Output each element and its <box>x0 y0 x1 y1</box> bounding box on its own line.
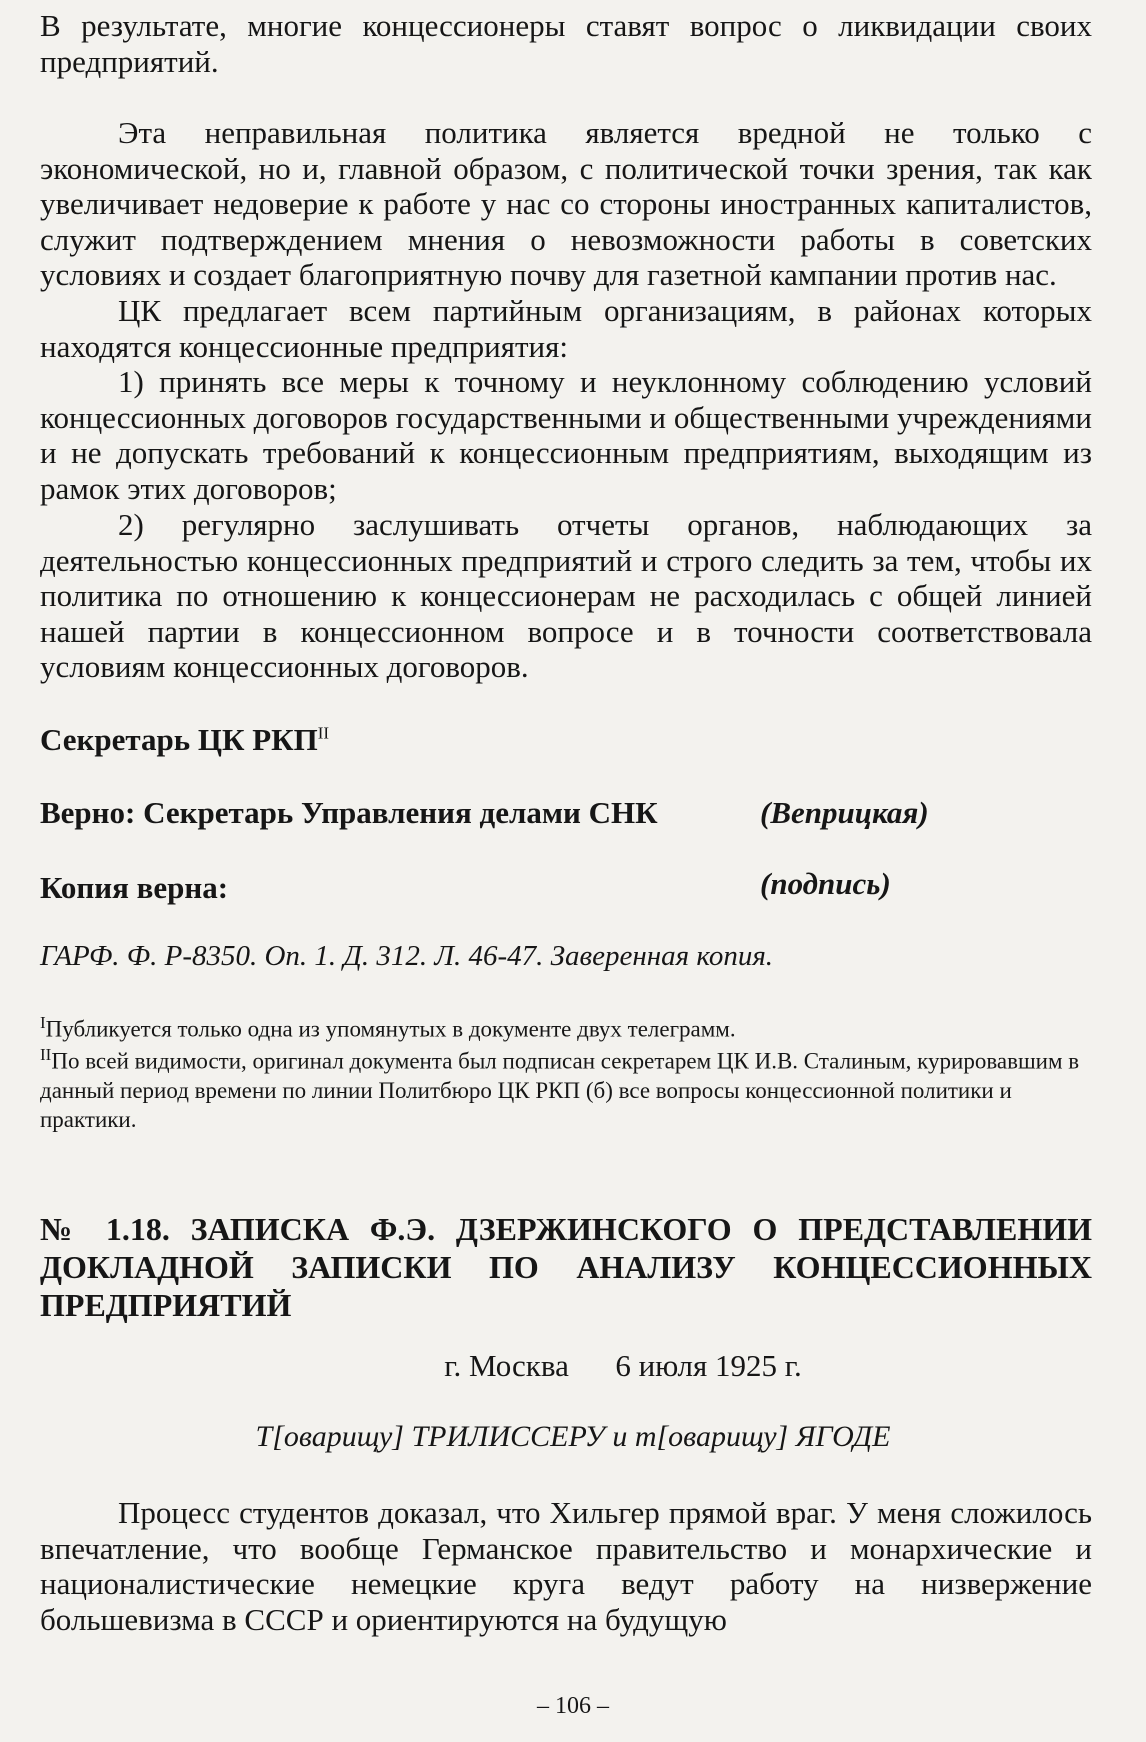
footnote-2 <box>40 1040 1092 1134</box>
paragraph-liquidation: В результате, многие концессионеры ставят вопрос о ликвидации своих предприятий. <box>40 8 1092 79</box>
paragraph-ck-proposes: ЦК предлагает всем партийным организациям, в районах которых находятся концессионные предприятия: <box>40 293 1092 364</box>
document-heading: № 1.18. ЗАПИСКА Ф.Э. ДЗЕРЖИНСКОГО О ПРЕДСТАВЛЕНИИ ДОКЛАДНОЙ ЗАПИСКИ ПО АНАЛИЗУ КОНЦЕССИОННЫХ ПРЕДПРИЯТИЙ <box>40 1211 1092 1323</box>
footnote-1-mark: I <box>40 1013 46 1032</box>
signature-verno-name: (Веприцкая) <box>760 795 929 830</box>
archive-reference: ГАРФ. Ф. Р-8350. Оп. 1. Д. 312. Л. 46-47. Заверенная копия. <box>40 940 774 972</box>
signature-secretary-text: Секретарь ЦК РКП <box>40 722 318 757</box>
footnote-2-text: По всей видимости, оригинал документа был подписан секретарем ЦК И.В. Сталиным, курировавшим в данный период времени по линии Политбюро ЦК РКП (б) все вопросы концессионной политики и практики. <box>40 1048 1080 1132</box>
footnote-1 <box>40 1008 1092 1044</box>
page-number: – 106 – <box>537 1693 609 1719</box>
place-date: г. Москва 6 июля 1925 г. <box>444 1348 802 1383</box>
signature-copy-sign: (подпись) <box>760 866 891 901</box>
paragraph-students-trial: Процесс студентов доказал, что Хильгер прямой враг. У меня сложилось впечатление, что вообще Германское правительство и монархические и националистические немецкие круга ведут работу на низвержение большевизма в СССР и ориентируются на будущую <box>40 1495 1092 1637</box>
footnote-1-text: Публикуется только одна из упомянутых в документе двух телеграмм. <box>45 1016 736 1042</box>
addressee: Т[оварищу] ТРИЛИССЕРУ и т[оварищу] ЯГОДЕ <box>255 1420 891 1453</box>
footnote-ref-2: II <box>317 723 330 743</box>
paragraph-item-1: 1) принять все меры к точному и неуклонному соблюдению условий концессионных договоров государственными и общественными учреждениями и не допускать требований к концессионным предприятиям, выходящим из рамок этих договоров; <box>40 364 1092 506</box>
signature-verno: Верно: Секретарь Управления делами СНК <box>40 795 658 830</box>
signature-secretary <box>40 722 329 758</box>
footnote-2-mark: II <box>40 1045 52 1064</box>
signature-copy: Копия верна: <box>40 870 229 905</box>
paragraph-wrong-policy: Эта неправильная политика является вредной не только с экономической, но и, главной образом, с политической точки зрения, так как увеличивает недоверие к работе у нас со стороны иностранных капиталистов, служит подтверждением мнения о невозможности работы в советских условиях и создает благоприятную почву для газетной кампании против нас. <box>40 115 1092 293</box>
paragraph-item-2: 2) регулярно заслушивать отчеты органов, наблюдающих за деятельностью концессионных предприятий и строго следить за тем, чтобы их политика по отношению к концессионерам не расходилась с общей линией нашей партии в концессионном вопросе и в точности соответствовала условиям концессионных договоров. <box>40 507 1092 685</box>
